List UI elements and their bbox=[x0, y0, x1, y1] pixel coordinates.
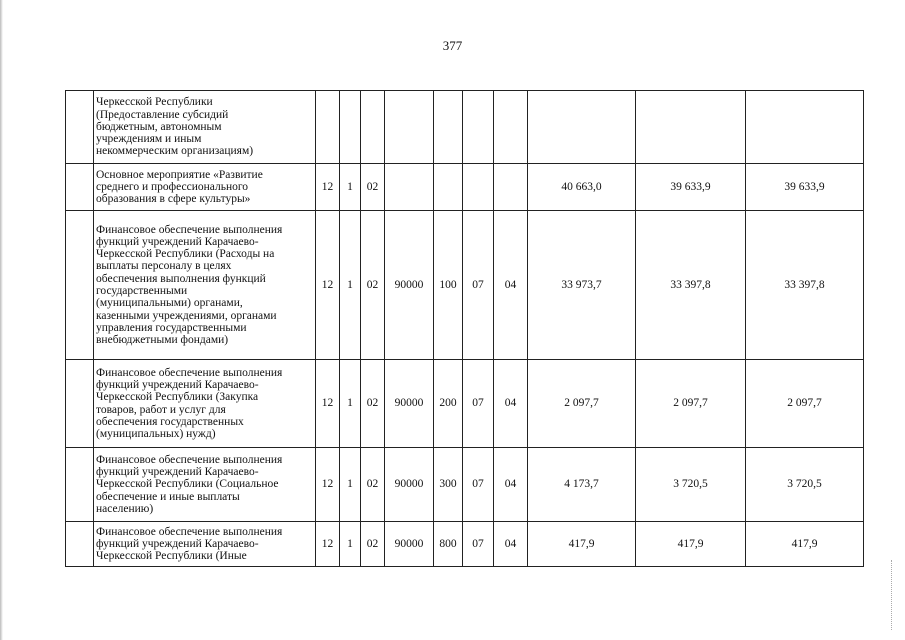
code-cell: 02 bbox=[361, 360, 385, 448]
code-cell bbox=[340, 91, 361, 164]
code-cell: 07 bbox=[463, 522, 494, 567]
code-cell: 04 bbox=[494, 522, 528, 567]
row-name-cell: Финансовое обеспечение выполнения функций учреждений Карачаево- Черкесской Республики (Закупка товаров, работ и услуг для обеспечения государственных (муниципальных) нужд) bbox=[94, 360, 316, 448]
table-row bbox=[66, 211, 864, 360]
sum-cell: 2 097,7 bbox=[636, 360, 746, 448]
sum-cell: 3 720,5 bbox=[636, 448, 746, 522]
blank-cell bbox=[66, 211, 94, 360]
code-cell: 12 bbox=[316, 164, 340, 211]
code-cell: 07 bbox=[463, 360, 494, 448]
row-name-cell: Финансовое обеспечение выполнения функций учреждений Карачаево- Черкесской Республики (Расходы на выплаты персоналу в целях обеспечения выполнения функций государственными (муниципальными) органами, казенными учреждениями, органами управления государственными внебюджетными фондами) bbox=[94, 211, 316, 360]
scan-edge-mark bbox=[891, 560, 893, 630]
code-cell: 02 bbox=[361, 522, 385, 567]
row-name-cell: Финансовое обеспечение выполнения функций учреждений Карачаево- Черкесской Республики (Социальное обеспечение и иные выплаты населению) bbox=[94, 448, 316, 522]
code-cell bbox=[494, 91, 528, 164]
code-cell: 12 bbox=[316, 522, 340, 567]
code-cell: 04 bbox=[494, 211, 528, 360]
sum-cell: 39 633,9 bbox=[746, 164, 864, 211]
page-number: 377 bbox=[442, 38, 463, 53]
code-cell bbox=[361, 91, 385, 164]
scan-edge-shadow bbox=[0, 0, 3, 640]
code-cell: 04 bbox=[494, 360, 528, 448]
sum-cell bbox=[528, 91, 636, 164]
code-cell: 90000 bbox=[385, 360, 434, 448]
code-cell: 1 bbox=[340, 448, 361, 522]
sum-cell: 4 173,7 bbox=[528, 448, 636, 522]
sum-cell: 3 720,5 bbox=[746, 448, 864, 522]
sum-cell: 2 097,7 bbox=[528, 360, 636, 448]
table-row bbox=[66, 360, 864, 448]
sum-cell: 417,9 bbox=[528, 522, 636, 567]
row-name-cell: Финансовое обеспечение выполнения функций учреждений Карачаево- Черкесской Республики (Иные bbox=[94, 522, 316, 567]
code-cell: 90000 bbox=[385, 522, 434, 567]
code-cell: 02 bbox=[361, 211, 385, 360]
code-cell: 02 bbox=[361, 448, 385, 522]
code-cell bbox=[385, 164, 434, 211]
code-cell: 04 bbox=[494, 448, 528, 522]
sum-cell: 40 663,0 bbox=[528, 164, 636, 211]
table-row bbox=[66, 522, 864, 567]
code-cell: 07 bbox=[463, 211, 494, 360]
row-name-cell: Основное мероприятие «Развитие среднего и профессионального образования в сфере культуры» bbox=[94, 164, 316, 211]
code-cell: 1 bbox=[340, 211, 361, 360]
code-cell bbox=[434, 164, 463, 211]
blank-cell bbox=[66, 91, 94, 164]
code-cell: 90000 bbox=[385, 448, 434, 522]
sum-cell: 33 397,8 bbox=[636, 211, 746, 360]
sum-cell bbox=[636, 91, 746, 164]
table-row bbox=[66, 164, 864, 211]
sum-cell: 39 633,9 bbox=[636, 164, 746, 211]
budget-table bbox=[65, 90, 864, 567]
code-cell: 1 bbox=[340, 164, 361, 211]
code-cell: 1 bbox=[340, 360, 361, 448]
code-cell bbox=[463, 91, 494, 164]
code-cell: 12 bbox=[316, 448, 340, 522]
code-cell: 90000 bbox=[385, 211, 434, 360]
code-cell: 12 bbox=[316, 360, 340, 448]
sum-cell: 417,9 bbox=[636, 522, 746, 567]
table-row bbox=[66, 91, 864, 164]
code-cell bbox=[463, 164, 494, 211]
code-cell bbox=[494, 164, 528, 211]
table-row bbox=[66, 448, 864, 522]
code-cell: 1 bbox=[340, 522, 361, 567]
code-cell bbox=[385, 91, 434, 164]
sum-cell: 33 397,8 bbox=[746, 211, 864, 360]
code-cell: 07 bbox=[463, 448, 494, 522]
sum-cell: 2 097,7 bbox=[746, 360, 864, 448]
blank-cell bbox=[66, 522, 94, 567]
sum-cell: 417,9 bbox=[746, 522, 864, 567]
code-cell: 02 bbox=[361, 164, 385, 211]
sum-cell: 33 973,7 bbox=[528, 211, 636, 360]
blank-cell bbox=[66, 360, 94, 448]
code-cell: 100 bbox=[434, 211, 463, 360]
row-name-cell: Черкесской Республики (Предоставление субсидий бюджетным, автономным учреждениям и иным некоммерческим организациям) bbox=[94, 91, 316, 164]
code-cell: 300 bbox=[434, 448, 463, 522]
code-cell: 200 bbox=[434, 360, 463, 448]
code-cell bbox=[434, 91, 463, 164]
code-cell: 12 bbox=[316, 211, 340, 360]
blank-cell bbox=[66, 448, 94, 522]
blank-cell bbox=[66, 164, 94, 211]
code-cell: 800 bbox=[434, 522, 463, 567]
sum-cell bbox=[746, 91, 864, 164]
code-cell bbox=[316, 91, 340, 164]
